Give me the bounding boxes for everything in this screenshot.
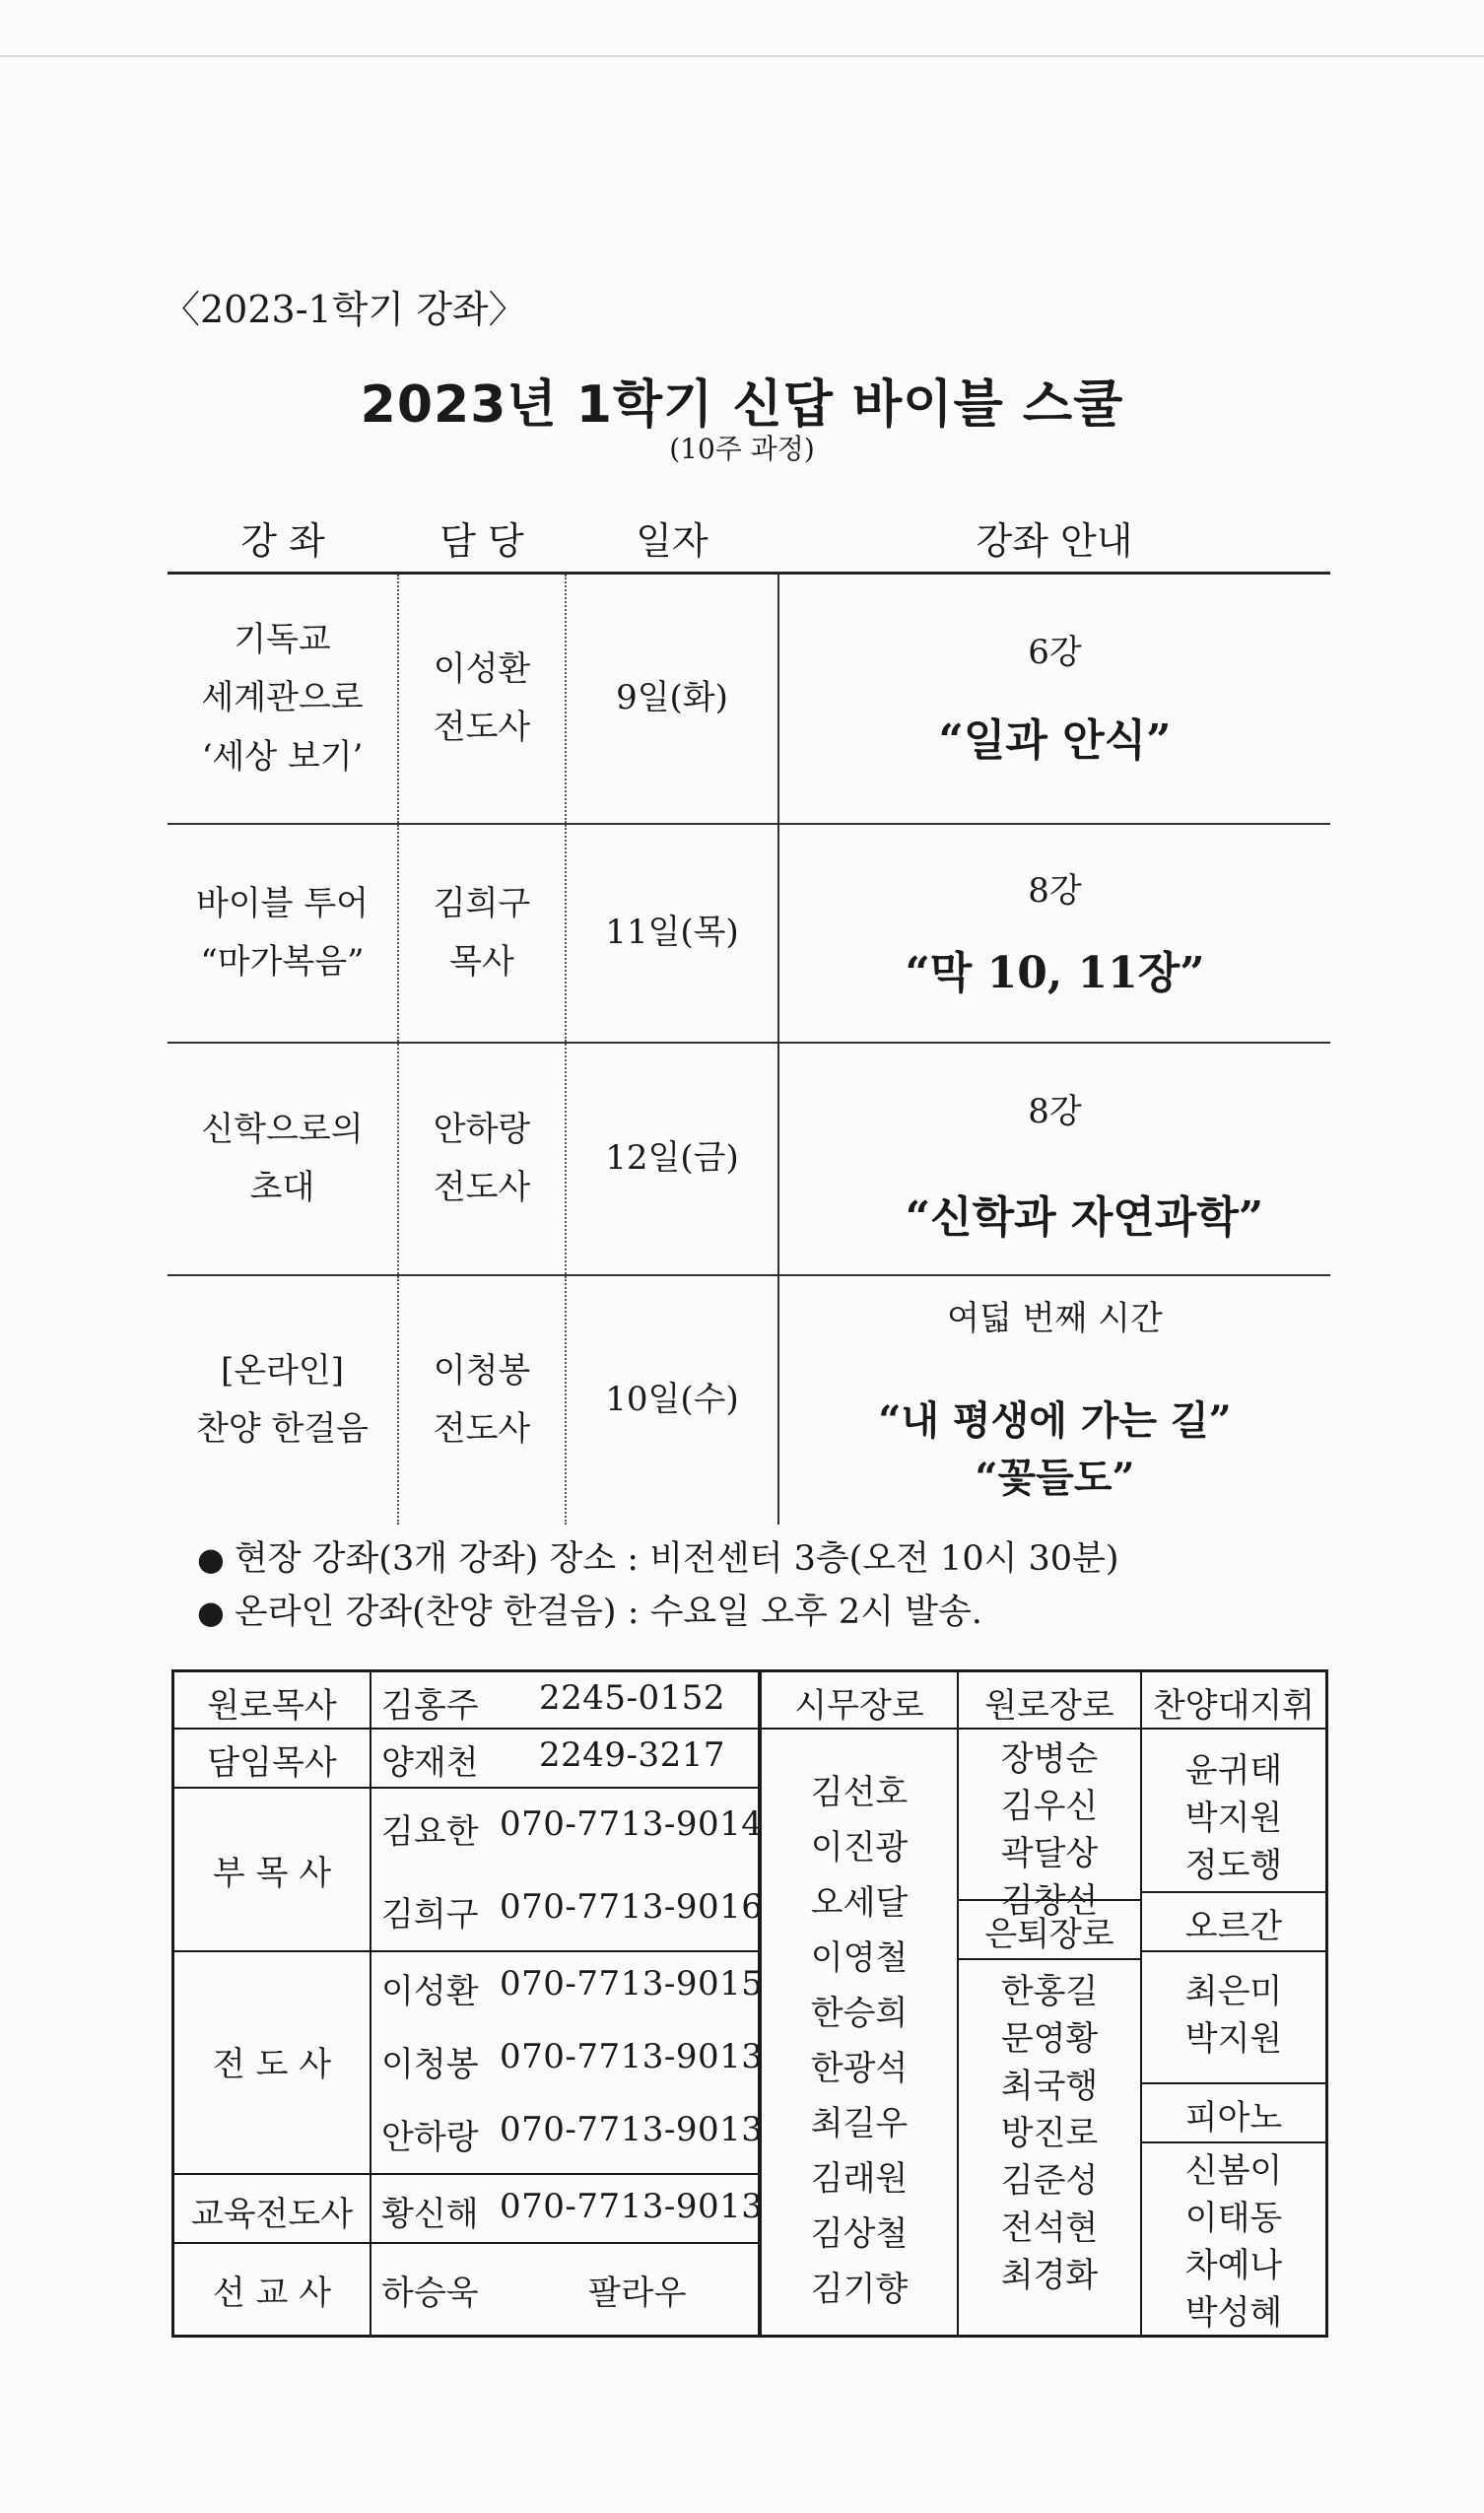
elder-name: 방진로: [1000, 2114, 1099, 2153]
retired-elders-list: [959, 1968, 1140, 2299]
header-info: 강좌 안내: [778, 503, 1330, 574]
staff-name: 김희구: [381, 1895, 479, 1935]
notice-text: 온라인 강좌(찬양 한걸음) : 수요일 오후 2시 발송.: [234, 1593, 982, 1632]
lecture-session: 여덟 번째 시간: [947, 1299, 1163, 1338]
divider: [1140, 2082, 1325, 2084]
lecture-header-row: [168, 503, 1330, 574]
bullet-icon: ●: [197, 1594, 225, 1631]
course-line: 바이블 투어: [195, 883, 370, 923]
date-cell: 11일(목): [566, 824, 778, 1043]
staff-role: 전 도 사: [212, 2045, 332, 2084]
info-cell: [778, 1043, 1330, 1275]
course-line: 세계관으로: [201, 678, 364, 718]
notice-online: [197, 1585, 982, 1634]
header-course: 강 좌: [168, 503, 398, 574]
divider: [957, 1958, 1142, 1960]
conductor-list: [1142, 1747, 1325, 1889]
teacher-title: 전도사: [433, 1409, 531, 1449]
staff-phone: 070-7713-9013: [500, 2110, 764, 2149]
teacher-title: 목사: [449, 942, 514, 982]
elder-name: 김상철: [810, 2214, 909, 2254]
divider: [174, 2173, 760, 2175]
header-choir-conductor: 찬양대지휘: [1152, 1686, 1315, 1726]
staff-role: 원로목사: [207, 1686, 337, 1726]
staff-phone: 070-7713-9016: [500, 1887, 764, 1927]
staff-role: 선 교 사: [212, 2274, 332, 2313]
divider: [174, 1787, 760, 1789]
staff-phone: 070-7713-9013: [500, 2037, 764, 2076]
musician-name: 이태동: [1184, 2199, 1283, 2238]
elder-name: 전석현: [1000, 2208, 1099, 2248]
course-line: 기독교: [234, 619, 331, 659]
section-label: 〈2023-1학기 강좌〉: [163, 288, 526, 331]
course-line: 신학으로의: [201, 1109, 364, 1149]
lecture-count: 8강: [1028, 1092, 1082, 1131]
elder-name: 김기향: [810, 2270, 909, 2309]
lecture-row: [168, 824, 1330, 1043]
divider: [760, 1728, 1325, 1730]
header-date: 일자: [566, 503, 778, 574]
staff-phone: 팔라우: [588, 2274, 688, 2313]
teacher-cell: [398, 574, 566, 825]
staff-phone: 2245-0152: [539, 1678, 726, 1718]
elder-name: 최경화: [1000, 2256, 1099, 2295]
course-cell: [168, 1275, 398, 1525]
musician-name: 윤귀태: [1184, 1751, 1283, 1791]
page-title: 2023년 1학기 신답 바이블 스쿨: [360, 375, 1124, 435]
staff-phone: 2249-3217: [539, 1735, 726, 1775]
teacher-title: 전도사: [433, 708, 531, 747]
elder-name: 이진광: [810, 1828, 909, 1868]
header-retired-elders: 은퇴장로: [984, 1915, 1114, 1954]
header-emeritus-elders: 원로장로: [984, 1686, 1114, 1726]
course-line: 초대: [249, 1168, 315, 1207]
staff-name: 안하랑: [381, 2118, 479, 2157]
divider: [174, 2242, 760, 2244]
elder-name: 최국행: [1000, 2067, 1099, 2106]
header-piano: 피아노: [1184, 2098, 1283, 2138]
staff-name: 이성환: [381, 1972, 479, 2011]
musician-name: 차예나: [1184, 2246, 1283, 2285]
course-cell: [168, 1043, 398, 1275]
lecture-row: [168, 1275, 1330, 1525]
elder-name: 최길우: [810, 2104, 909, 2143]
header-organ: 오르간: [1184, 1907, 1283, 1946]
elder-name: 오세달: [810, 1883, 909, 1923]
elder-name: 이영철: [810, 1938, 909, 1978]
staff-name: 김홍주: [381, 1686, 479, 1726]
musician-name: 박성혜: [1184, 2293, 1283, 2333]
active-elders-list: [762, 1765, 957, 2317]
course-line: ‘세상 보기’: [201, 736, 364, 777]
page-subtitle: (10주 과정): [669, 433, 815, 465]
divider: [1140, 2141, 1325, 2143]
musician-name: 박지원: [1184, 2019, 1283, 2059]
musician-name: 최은미: [1184, 1972, 1283, 2011]
divider: [370, 1672, 371, 2335]
staff-role: 부 목 사: [212, 1854, 332, 1893]
notice-text: 현장 강좌(3개 강좌) 장소 : 비전센터 3층(오전 10시 30분): [234, 1539, 1119, 1579]
staff-role: 교육전도사: [190, 2195, 354, 2234]
teacher-name: 이성환: [433, 648, 531, 689]
course-cell: [168, 824, 398, 1043]
lecture-row: [168, 1043, 1330, 1275]
staff-name: 양재천: [381, 1743, 479, 1783]
teacher-cell: [398, 1043, 566, 1275]
lecture-topic-2: “꽃들도”: [975, 1455, 1135, 1501]
elder-name: 한홍길: [1000, 1972, 1099, 2011]
info-cell: [778, 574, 1330, 825]
page-top-edge: [0, 55, 1484, 57]
lecture-count: 8강: [1028, 871, 1082, 911]
staff-name: 황신해: [381, 2195, 479, 2234]
date-cell: 12일(금): [566, 1043, 778, 1275]
lecture-topic: “내 평생에 가는 길”: [878, 1397, 1232, 1444]
lecture-topic: “신학과 자연과학”: [905, 1192, 1264, 1243]
lecture-topic: “막 10, 11장”: [905, 948, 1205, 998]
teacher-name: 안하랑: [433, 1109, 531, 1149]
elder-name: 한광석: [810, 2049, 909, 2088]
elder-name: 문영황: [1000, 2019, 1099, 2059]
musician-name: 정도행: [1184, 1846, 1283, 1885]
elder-name: 한승희: [810, 1994, 909, 2033]
notice-onsite: [197, 1531, 1119, 1581]
elder-name: 김창선: [1000, 1881, 1099, 1921]
date-cell: 10일(수): [566, 1275, 778, 1525]
musician-name: 박지원: [1184, 1799, 1283, 1838]
lecture-row: [168, 574, 1330, 825]
course-line: “마가복음”: [200, 942, 365, 982]
header-teacher: 담 당: [398, 503, 566, 574]
staff-name: 하승욱: [381, 2274, 479, 2313]
teacher-cell: [398, 824, 566, 1043]
divider: [174, 1728, 760, 1730]
teacher-cell: [398, 1275, 566, 1525]
course-cell: [168, 574, 398, 825]
elder-name: 곽달상: [1000, 1834, 1099, 1873]
info-cell: [778, 1275, 1330, 1525]
date-cell: 9일(화): [566, 574, 778, 825]
teacher-name: 이청봉: [433, 1350, 531, 1391]
teacher-title: 전도사: [433, 1168, 531, 1207]
pianist-list: [1142, 2147, 1325, 2337]
course-line: [온라인]: [220, 1350, 345, 1391]
elder-name: 김래원: [810, 2159, 909, 2199]
staff-table: [171, 1669, 1328, 2338]
header-active-elders: 시무장로: [794, 1686, 924, 1726]
bullet-icon: ●: [197, 1540, 225, 1578]
staff-phone: 070-7713-9013: [500, 2187, 764, 2226]
staff-name: 김요한: [381, 1812, 479, 1852]
lecture-table: [168, 503, 1330, 1525]
info-cell: [778, 824, 1330, 1043]
elder-name: 김선호: [810, 1773, 909, 1812]
lecture-count: 6강: [1028, 633, 1082, 672]
divider: [1140, 1891, 1325, 1893]
divider: [1140, 1950, 1325, 1952]
musician-name: 신봄이: [1184, 2151, 1283, 2191]
elder-name: 김우신: [1000, 1787, 1099, 1826]
divider: [174, 1950, 760, 1952]
staff-name: 이청봉: [381, 2045, 479, 2084]
lecture-topic: “일과 안식”: [938, 715, 1172, 766]
teacher-name: 김희구: [433, 883, 531, 923]
staff-phone: 070-7713-9014: [500, 1804, 764, 1844]
staff-role: 담임목사: [207, 1743, 337, 1783]
course-line: 찬양 한걸음: [195, 1409, 370, 1449]
elder-name: 장병순: [1000, 1739, 1099, 1779]
staff-phone: 070-7713-9015: [500, 1964, 764, 2004]
elder-name: 김준성: [1000, 2161, 1099, 2201]
emeritus-elders-list: [959, 1735, 1140, 1925]
organist-list: [1142, 1968, 1325, 2063]
